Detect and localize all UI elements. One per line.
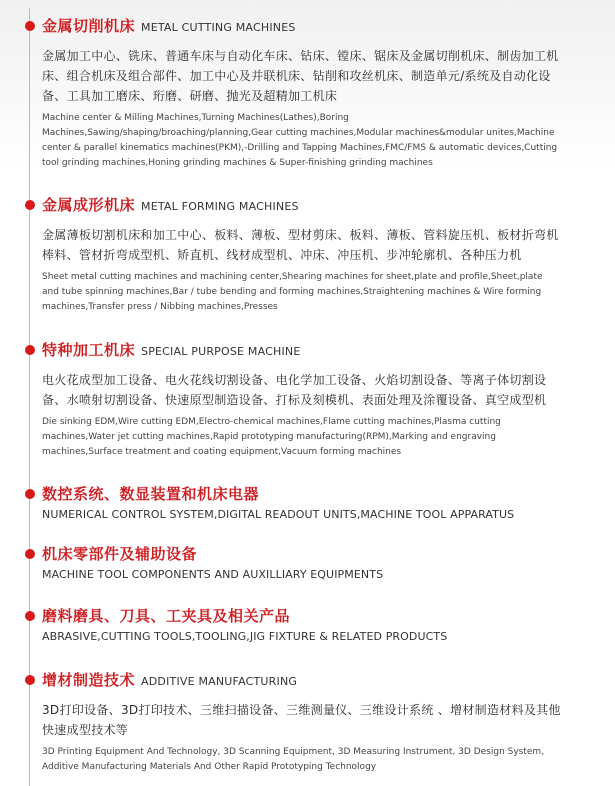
bullet-dot-icon (25, 549, 35, 559)
bullet-dot-icon (25, 675, 35, 685)
section-header (42, 16, 562, 38)
section-title-cn: 增材制造技术 (42, 671, 136, 689)
section-title-cn: 特种加工机床 (42, 341, 136, 359)
timeline-line (29, 8, 30, 786)
section-title-en: SPECIAL PURPOSE MACHINE (141, 345, 301, 358)
section-additive (42, 670, 562, 775)
section-special-purpose (42, 340, 562, 460)
section-abrasive (42, 606, 562, 643)
section-header (42, 195, 562, 217)
bullet-dot-icon (25, 611, 35, 621)
section-body-cn: 电火花成型加工设备、电火花线切割设备、电化学加工设备、火焰切割设备、等离子体切割设备、水喷射切割设备、快速原型制造设备、打标及刻模机、表面处理及涂覆设备、真空成型机 (42, 373, 547, 407)
section-metal-forming (42, 195, 562, 315)
section-header (42, 544, 562, 564)
section-title-cn: 机床零部件及辅助设备 (42, 545, 198, 563)
section-numerical-control (42, 484, 562, 521)
bullet-dot-icon (25, 345, 35, 355)
section-title-cn: 数控系统、数显装置和机床电器 (42, 485, 260, 503)
section-title-cn: 金属成形机床 (42, 196, 136, 214)
section-header (42, 340, 562, 362)
section-title-cn: 金属切削机床 (42, 17, 136, 35)
section-body-en: 3D Printing Equipment And Technology, 3D Scanning Equipment, 3D Measuring Instrument, 3D Design System, Additive Manufacturing Materials And Other Rapid Prototyping Technology (42, 747, 545, 772)
section-title-en: METAL FORMING MACHINES (141, 200, 299, 213)
section-subtitle-en: MACHINE TOOL COMPONENTS AND AUXILLIARY EQUIPMENTS (42, 568, 384, 581)
section-header (42, 670, 562, 692)
section-subtitle-en: NUMERICAL CONTROL SYSTEM,DIGITAL READOUT UNITS,MACHINE TOOL APPARATUS (42, 508, 515, 521)
section-header (42, 606, 562, 626)
bullet-dot-icon (25, 21, 35, 31)
section-title-cn: 磨料磨具、刀具、工夹具及相关产品 (42, 607, 291, 625)
section-body-cn: 金属加工中心、铣床、普通车床与自动化车床、钻床、镗床、锯床及金属切削机床、制齿加工机床、组合机床及组合部件、加工中心及并联机床、钻削和攻丝机床、制造单元/系统及自动化设备、工具加工磨床、珩磨、研磨、抛光及超精加工机床 (42, 49, 559, 103)
section-body-cn: 3D打印设备、3D打印技术、三维扫描设备、三维测量仪、三维设计系统 、增材制造材料及其他快速成型技术等 (42, 703, 561, 737)
section-body-en: Sheet metal cutting machines and machining center,Shearing machines for sheet,plate and profile,Sheet,plate and tube spinning machines,Bar / tube bending and forming machines,Straightening machines & Wire forming machines,Transfer press / Nibbing machines,Presses (42, 272, 543, 312)
bullet-dot-icon (25, 489, 35, 499)
section-metal-cutting (42, 16, 562, 171)
section-body-en: Die sinking EDM,Wire cutting EDM,Electro-chemical machines,Flame cutting machines,Plasma cutting machines,Water jet cutting machines,Rapid prototyping manufacturing(RPM),Marking and engraving machines,Surface treatment and coating equipment,Vacuum forming machines (42, 417, 501, 457)
section-header (42, 484, 562, 504)
bullet-dot-icon (25, 200, 35, 210)
section-body-cn: 金属薄板切割机床和加工中心、板料、薄板、型材剪床、板料、薄板、管料旋压机、板材折弯机棒料、管材折弯成型机、矫直机、线材成型机、冲床、冲压机、步冲轮廓机、各种压力机 (42, 228, 559, 262)
section-body-en: Machine center & Milling Machines,Turning Machines(Lathes),Boring Machines,Sawing/shaping/broaching/planning,Gear cutting machines,Modular machines&modular unites,Machine center & parallel kinematics machines(PKM),-Drilling and Tapping Machines,FMC/FMS & automatic devices,Cutting tool grinding machines,Honing grinding machines & Super-finishing grinding machines (42, 113, 558, 168)
section-title-en: METAL CUTTING MACHINES (141, 21, 296, 34)
section-components (42, 544, 562, 581)
section-subtitle-en: ABRASIVE,CUTTING TOOLS,TOOLING,JIG FIXTURE & RELATED PRODUCTS (42, 630, 448, 643)
section-title-en: ADDITIVE MANUFACTURING (141, 675, 298, 688)
